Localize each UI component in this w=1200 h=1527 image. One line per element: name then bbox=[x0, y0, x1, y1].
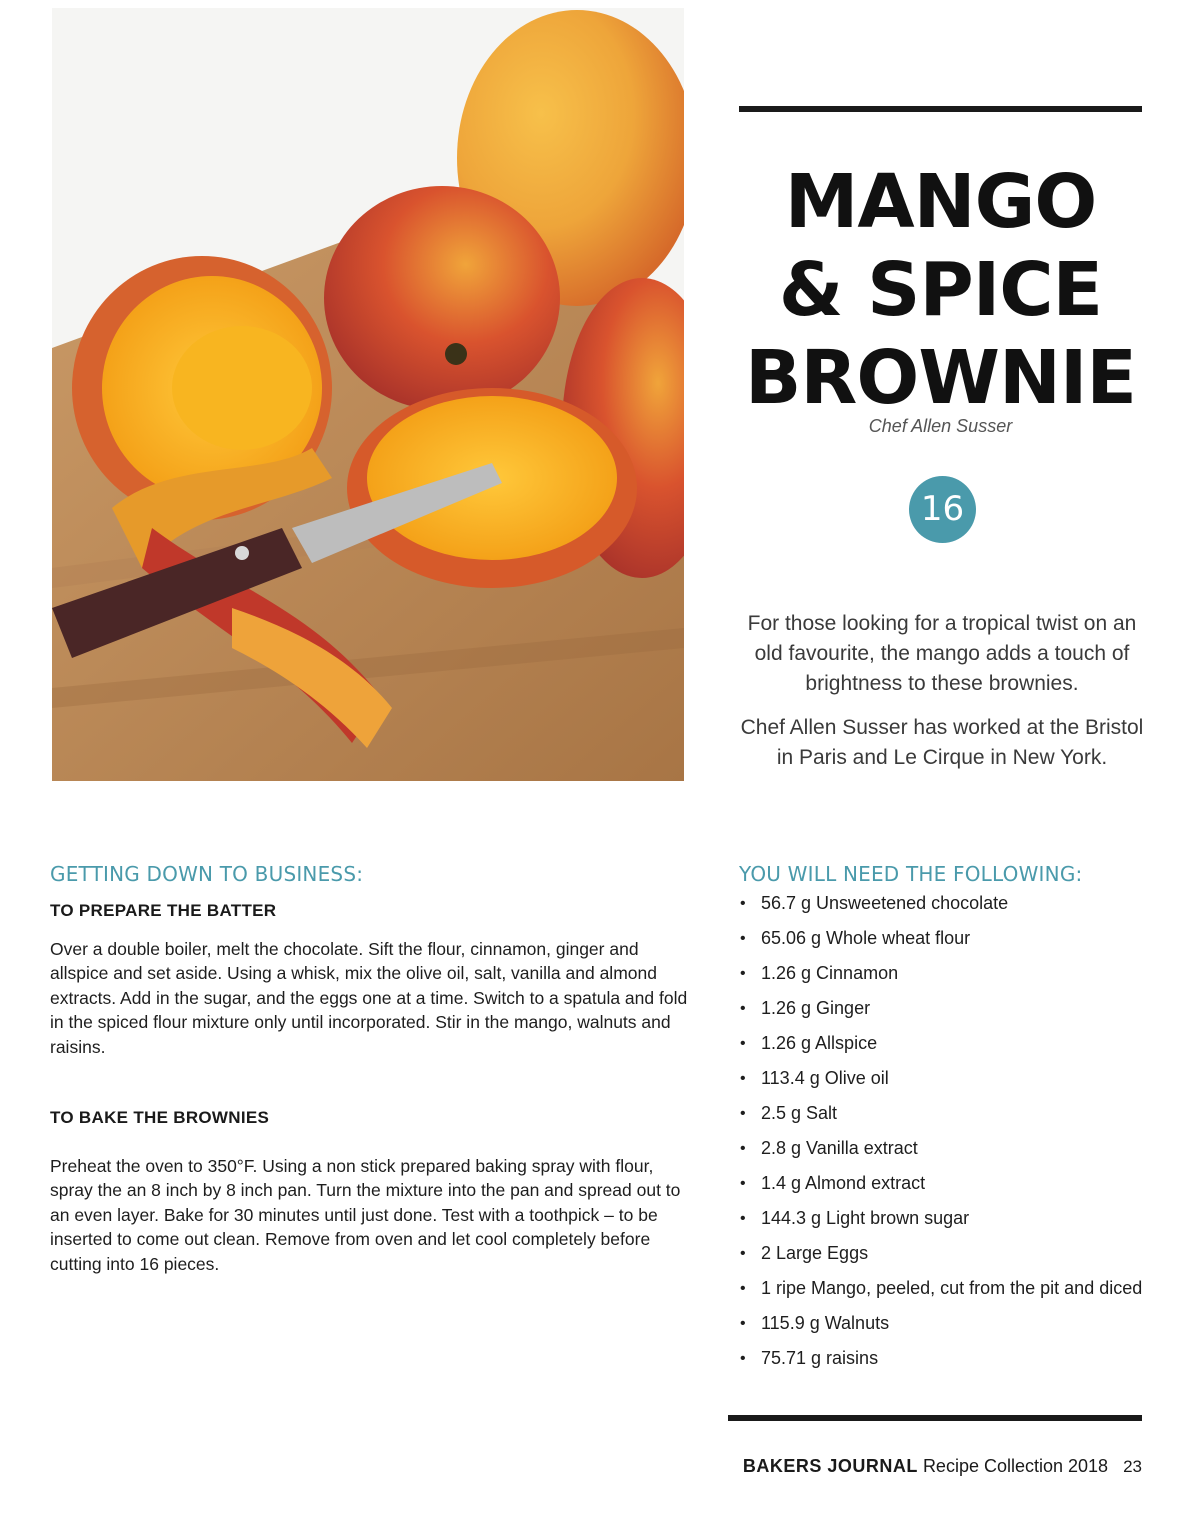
step-title-bake: TO BAKE THE BROWNIES bbox=[50, 1108, 270, 1127]
ingredient-item: • 2.8 g Vanilla extract bbox=[739, 1138, 1149, 1159]
page-title bbox=[739, 158, 1142, 422]
step-text-batter: Over a double boiler, melt the chocolate. Sift the flour, cinnamon, ginger and allspice and set aside. Using a whisk, mix the olive oil, salt, vanilla and almond extracts. Add in the sugar, and the eggs one at a time. Switch to a spatula and fold in the spiced flour mixture only until incorporated. Stir in the mango, walnuts and raisins. bbox=[50, 939, 688, 1057]
step-text-bake: Preheat the oven to 350°F. Using a non stick prepared baking spray with flour, spray the an 8 inch by 8 inch pan. Turn the mixture into the pan and spread out to an even layer. Bake for 30 minutes until just done. Test with a toothpick – to be inserted to come out clean. Remove from oven and let cool completely before cutting into 16 pieces. bbox=[50, 1156, 681, 1274]
ingredient-item: • 65.06 g Whole wheat flour bbox=[739, 928, 1149, 949]
page-number: 23 bbox=[1123, 1457, 1142, 1476]
ingredient-item: • 1.4 g Almond extract bbox=[739, 1173, 1149, 1194]
ingredients-heading: YOU WILL NEED THE FOLLOWING: bbox=[739, 862, 1083, 886]
recipe-number-badge: 16 bbox=[909, 476, 976, 543]
step-title-batter: TO PREPARE THE BATTER bbox=[50, 901, 277, 920]
ingredient-item: • 1.26 g Cinnamon bbox=[739, 963, 1149, 984]
mango-photo bbox=[52, 8, 684, 781]
chef-byline: Chef Allen Susser bbox=[868, 416, 1013, 436]
ingredient-item: • 2.5 g Salt bbox=[739, 1103, 1149, 1124]
ingredient-item: • 1.26 g Allspice bbox=[739, 1033, 1149, 1054]
intro-paragraph-1: For those looking for a tropical twist on an old favourite, the mango adds a touch of brightness to these brownies. bbox=[747, 612, 1137, 695]
ingredient-item: • 75.71 g raisins bbox=[739, 1348, 1149, 1369]
ingredient-item: • 144.3 g Light brown sugar bbox=[739, 1208, 1149, 1229]
method-heading: GETTING DOWN TO BUSINESS: bbox=[50, 862, 364, 886]
ingredient-item: • 56.7 g Unsweetened chocolate bbox=[739, 893, 1149, 914]
ingredient-item: • 113.4 g Olive oil bbox=[739, 1068, 1149, 1089]
title-line-1: MANGO bbox=[784, 159, 1097, 245]
top-rule bbox=[739, 106, 1142, 112]
bottom-rule bbox=[728, 1415, 1142, 1421]
ingredients-list bbox=[739, 893, 1149, 1383]
title-line-2: & SPICE bbox=[778, 247, 1103, 333]
mango-illustration bbox=[52, 8, 684, 781]
ingredient-item: • 115.9 g Walnuts bbox=[739, 1313, 1149, 1334]
title-line-3: BROWNIE bbox=[745, 335, 1136, 421]
footer-brand: BAKERS JOURNAL bbox=[742, 1456, 918, 1476]
ingredient-item: • 1 ripe Mango, peeled, cut from the pit and diced bbox=[739, 1278, 1149, 1299]
intro-paragraph-2: Chef Allen Susser has worked at the Bristol in Paris and Le Cirque in New York. bbox=[740, 716, 1144, 769]
ingredient-item: • 1.26 g Ginger bbox=[739, 998, 1149, 1019]
page-footer bbox=[743, 1456, 1142, 1477]
ingredient-item: • 2 Large Eggs bbox=[739, 1243, 1149, 1264]
footer-collection: Recipe Collection 2018 bbox=[922, 1456, 1109, 1476]
